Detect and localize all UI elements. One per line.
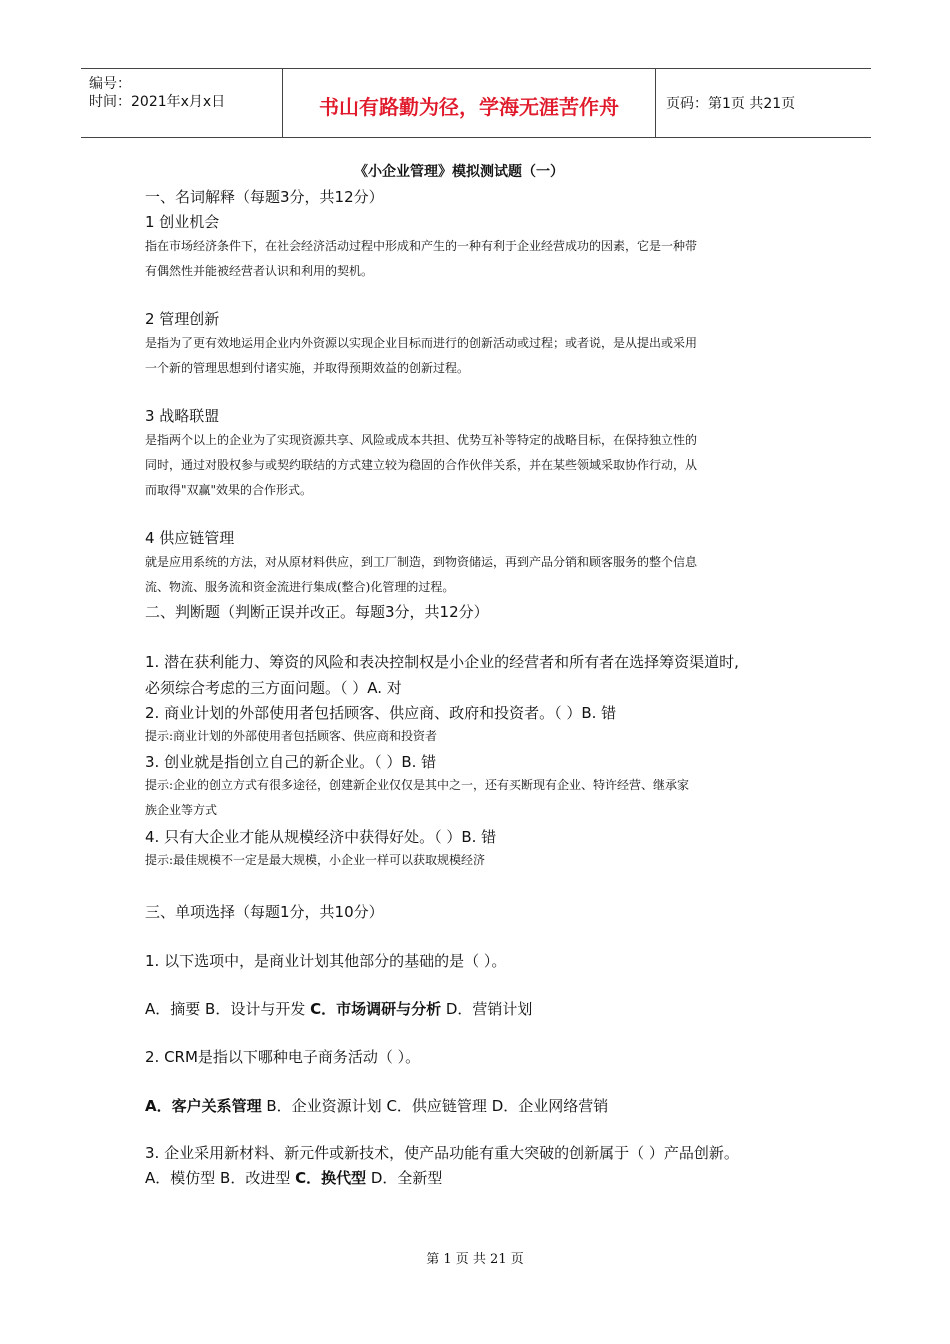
definition-1-line1: 指在市场经济条件下，在社会经济活动过程中形成和产生的一种有利于企业经营成功的因素，它是一种带 (145, 239, 698, 253)
section1-heading: 一、名词解释（每题3分，共12分） (145, 188, 384, 206)
definition-2-line2: 一个新的管理思想到付诸实施，并取得预期效益的创新过程。 (145, 361, 470, 375)
motto: 书山有路勤为径，学海无涯苦作舟 (319, 95, 619, 119)
definition-4-line1: 就是应用系统的方法，对从原材料供应，到工厂制造，到物资储运，再到产品分销和顾客服务的整个信息 (145, 555, 698, 569)
section2-heading: 二、判断题（判断正误并改正。每题3分，共12分） (145, 603, 489, 621)
choice-q1-option-c-answer: C．市场调研与分析 (310, 1000, 442, 1018)
judge-q4: 4. 只有大企业才能从规模经济中获得好处。（ ）B. 错 (145, 828, 497, 846)
choice-q3-option-c-answer: C．换代型 (295, 1169, 367, 1187)
judge-q3-hint-line1: 提示:企业的创立方式有很多途径，创建新企业仅仅是其中之一，还有买断现有企业、特许经营、继承家 (145, 778, 690, 792)
judge-q1-line1: 1. 潜在获利能力、筹资的风险和表决控制权是小企业的经营者和所有者在选择筹资渠道时, (145, 653, 739, 671)
definition-4-line2: 流、物流、服务流和资金流进行集成(整合)化管理的过程。 (145, 580, 455, 594)
page-header (81, 68, 871, 138)
choice-q2: 2. CRM是指以下哪种电子商务活动（ ）。 (145, 1048, 421, 1066)
header-left-cell (81, 69, 283, 137)
document-title: 《小企业管理》模拟测试题（一） (354, 164, 564, 180)
judge-q4-hint: 提示:最佳规模不一定是最大规模，小企业一样可以获取规模经济 (145, 853, 486, 867)
choice-q1-options (145, 998, 532, 1019)
definition-2-line1: 是指为了更有效地运用企业内外资源以实现企业目标而进行的创新活动或过程；或者说，是从提出或采用 (145, 336, 698, 350)
judge-q3: 3. 创业就是指创立自己的新企业。（ ）B. 错 (145, 753, 437, 771)
definition-1-line2: 有偶然性并能被经营者认识和利用的契机。 (145, 264, 374, 278)
page-info: 页码：第1页 共21页 (666, 96, 796, 112)
number-label: 编号： (89, 76, 131, 92)
judge-q3-hint-line2: 族企业等方式 (145, 803, 218, 817)
term-2: 2 管理创新 (145, 310, 220, 328)
section3-heading: 三、单项选择（每题1分，共10分） (145, 903, 384, 921)
term-3: 3 战略联盟 (145, 407, 220, 425)
judge-q2: 2. 商业计划的外部使用者包括顾客、供应商、政府和投资者。（ ）B. 错 (145, 704, 617, 722)
definition-3-line1: 是指两个以上的企业为了实现资源共享、风险或成本共担、优势互补等特定的战略目标，在保持独立性的 (145, 433, 698, 447)
choice-q1: 1. 以下选项中，是商业计划其他部分的基础的是（ ）。 (145, 952, 507, 970)
choice-q3-options (145, 1167, 442, 1188)
definition-3-line2: 同时，通过对股权参与或契约联结的方式建立较为稳固的合作伙伴关系，并在某些领域采取协作行动，从 (145, 458, 698, 472)
choice-q2-options-bcd: B．企业资源计划 C．供应链管理 D．企业网络营销 (261, 1097, 609, 1115)
date-label: 时间：2021年x月x日 (89, 94, 226, 110)
choice-q2-options (145, 1095, 608, 1116)
judge-q1-line2: 必须综合考虑的三方面问题。（ ）A. 对 (145, 679, 402, 697)
choice-q3: 3. 企业采用新材料、新元件或新技术，使产品功能有重大突破的创新属于（ ）产品创新。 (145, 1144, 739, 1162)
choice-q3-options-ab: A．模仿型 B．改进型 (145, 1169, 296, 1187)
term-1: 1 创业机会 (145, 213, 220, 231)
page-footer: 第 1 页 共 21 页 (426, 1252, 524, 1267)
choice-q1-options-ab: A．摘要 B．设计与开发 (145, 1000, 311, 1018)
choice-q2-option-a-answer: A．客户关系管理 (145, 1097, 262, 1115)
header-middle-cell (283, 69, 656, 137)
header-right-cell (656, 69, 871, 137)
choice-q3-option-d: D．全新型 (366, 1169, 443, 1187)
choice-q1-option-d: D．营销计划 (441, 1000, 533, 1018)
judge-q2-hint: 提示:商业计划的外部使用者包括顾客、供应商和投资者 (145, 729, 438, 743)
definition-3-line3: 而取得"双赢"效果的合作形式。 (145, 483, 313, 497)
term-4: 4 供应链管理 (145, 529, 235, 547)
